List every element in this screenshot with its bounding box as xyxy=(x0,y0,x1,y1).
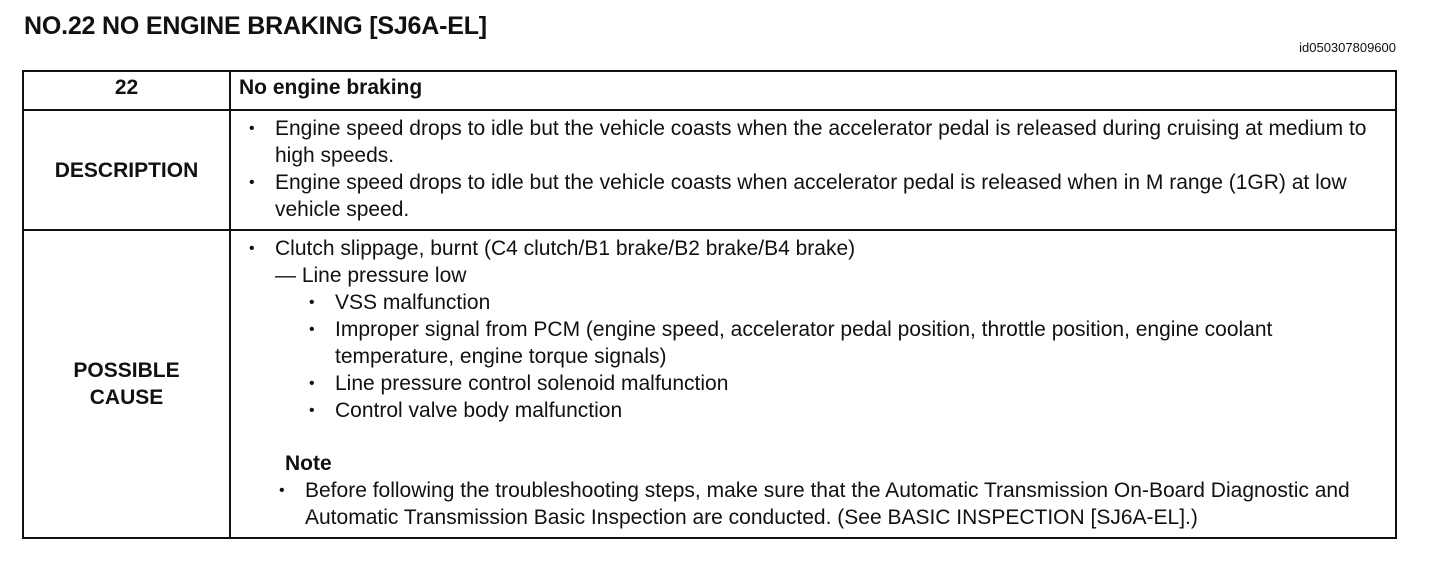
note-item-text: Before following the troubleshooting steps, make sure that the Automatic Transmission On-Board Diagnostic and Automatic Transmission Basic Inspection are conducted. (See BASIC INSPECTION [SJ6A-EL].) xyxy=(305,479,1350,529)
cause-sub-item xyxy=(303,289,1387,316)
bullet-icon: • xyxy=(249,240,255,257)
cause-item xyxy=(243,235,1387,262)
bullet-icon: • xyxy=(309,321,315,338)
possible-cause-content xyxy=(230,230,1396,538)
description-item xyxy=(243,169,1387,223)
bullet-icon: • xyxy=(249,120,255,137)
description-content xyxy=(230,110,1396,230)
bullet-icon: • xyxy=(309,402,315,419)
description-item-text: Engine speed drops to idle but the vehicle coasts when accelerator pedal is released when in M range (1GR) at low vehicle speed. xyxy=(275,171,1347,221)
symptom-number: 22 xyxy=(23,71,230,110)
bullet-icon: • xyxy=(309,294,315,311)
note-item xyxy=(273,477,1387,531)
note-list xyxy=(243,477,1387,531)
troubleshooting-table xyxy=(22,70,1397,539)
cause-sub-item-text: Control valve body malfunction xyxy=(335,399,623,422)
cause-sub-item-text: Improper signal from PCM (engine speed, accelerator pedal position, throttle position, engine coolant temperature, engine torque signals) xyxy=(335,318,1273,368)
description-item xyxy=(243,115,1387,169)
cause-sub-heading: — Line pressure low xyxy=(275,264,467,287)
note-title: Note xyxy=(285,452,332,475)
cause-item-text: Clutch slippage, burnt (C4 clutch/B1 brake/B2 brake/B4 brake) xyxy=(275,237,856,260)
bullet-icon: • xyxy=(309,375,315,392)
cause-sub-item-text: Line pressure control solenoid malfunction xyxy=(335,372,729,395)
possible-cause-label-line2: CAUSE xyxy=(89,386,164,409)
description-item-text: Engine speed drops to idle but the vehicle coasts when the accelerator pedal is released during cruising at medium to high speeds. xyxy=(275,117,1367,167)
document-id: id050307809600 xyxy=(1299,40,1396,55)
description-list xyxy=(243,115,1387,223)
symptom-title: No engine braking xyxy=(230,71,1396,110)
possible-cause-row xyxy=(23,230,1396,538)
description-label: DESCRIPTION xyxy=(23,110,230,230)
possible-cause-label-line1: POSSIBLE xyxy=(73,359,180,382)
cause-sub-item xyxy=(303,397,1387,424)
description-row xyxy=(23,110,1396,230)
bullet-icon: • xyxy=(279,482,285,499)
cause-sub-item-text: VSS malfunction xyxy=(335,291,491,314)
cause-sub-item xyxy=(303,370,1387,397)
cause-list xyxy=(243,235,1387,262)
note-block xyxy=(243,450,1387,531)
cause-sub-item xyxy=(303,316,1387,370)
page-title: NO.22 NO ENGINE BRAKING [SJ6A-EL] xyxy=(24,12,487,40)
possible-cause-label xyxy=(23,230,230,538)
bullet-icon: • xyxy=(249,174,255,191)
cause-sub-list xyxy=(243,289,1387,424)
table-header-row xyxy=(23,71,1396,110)
